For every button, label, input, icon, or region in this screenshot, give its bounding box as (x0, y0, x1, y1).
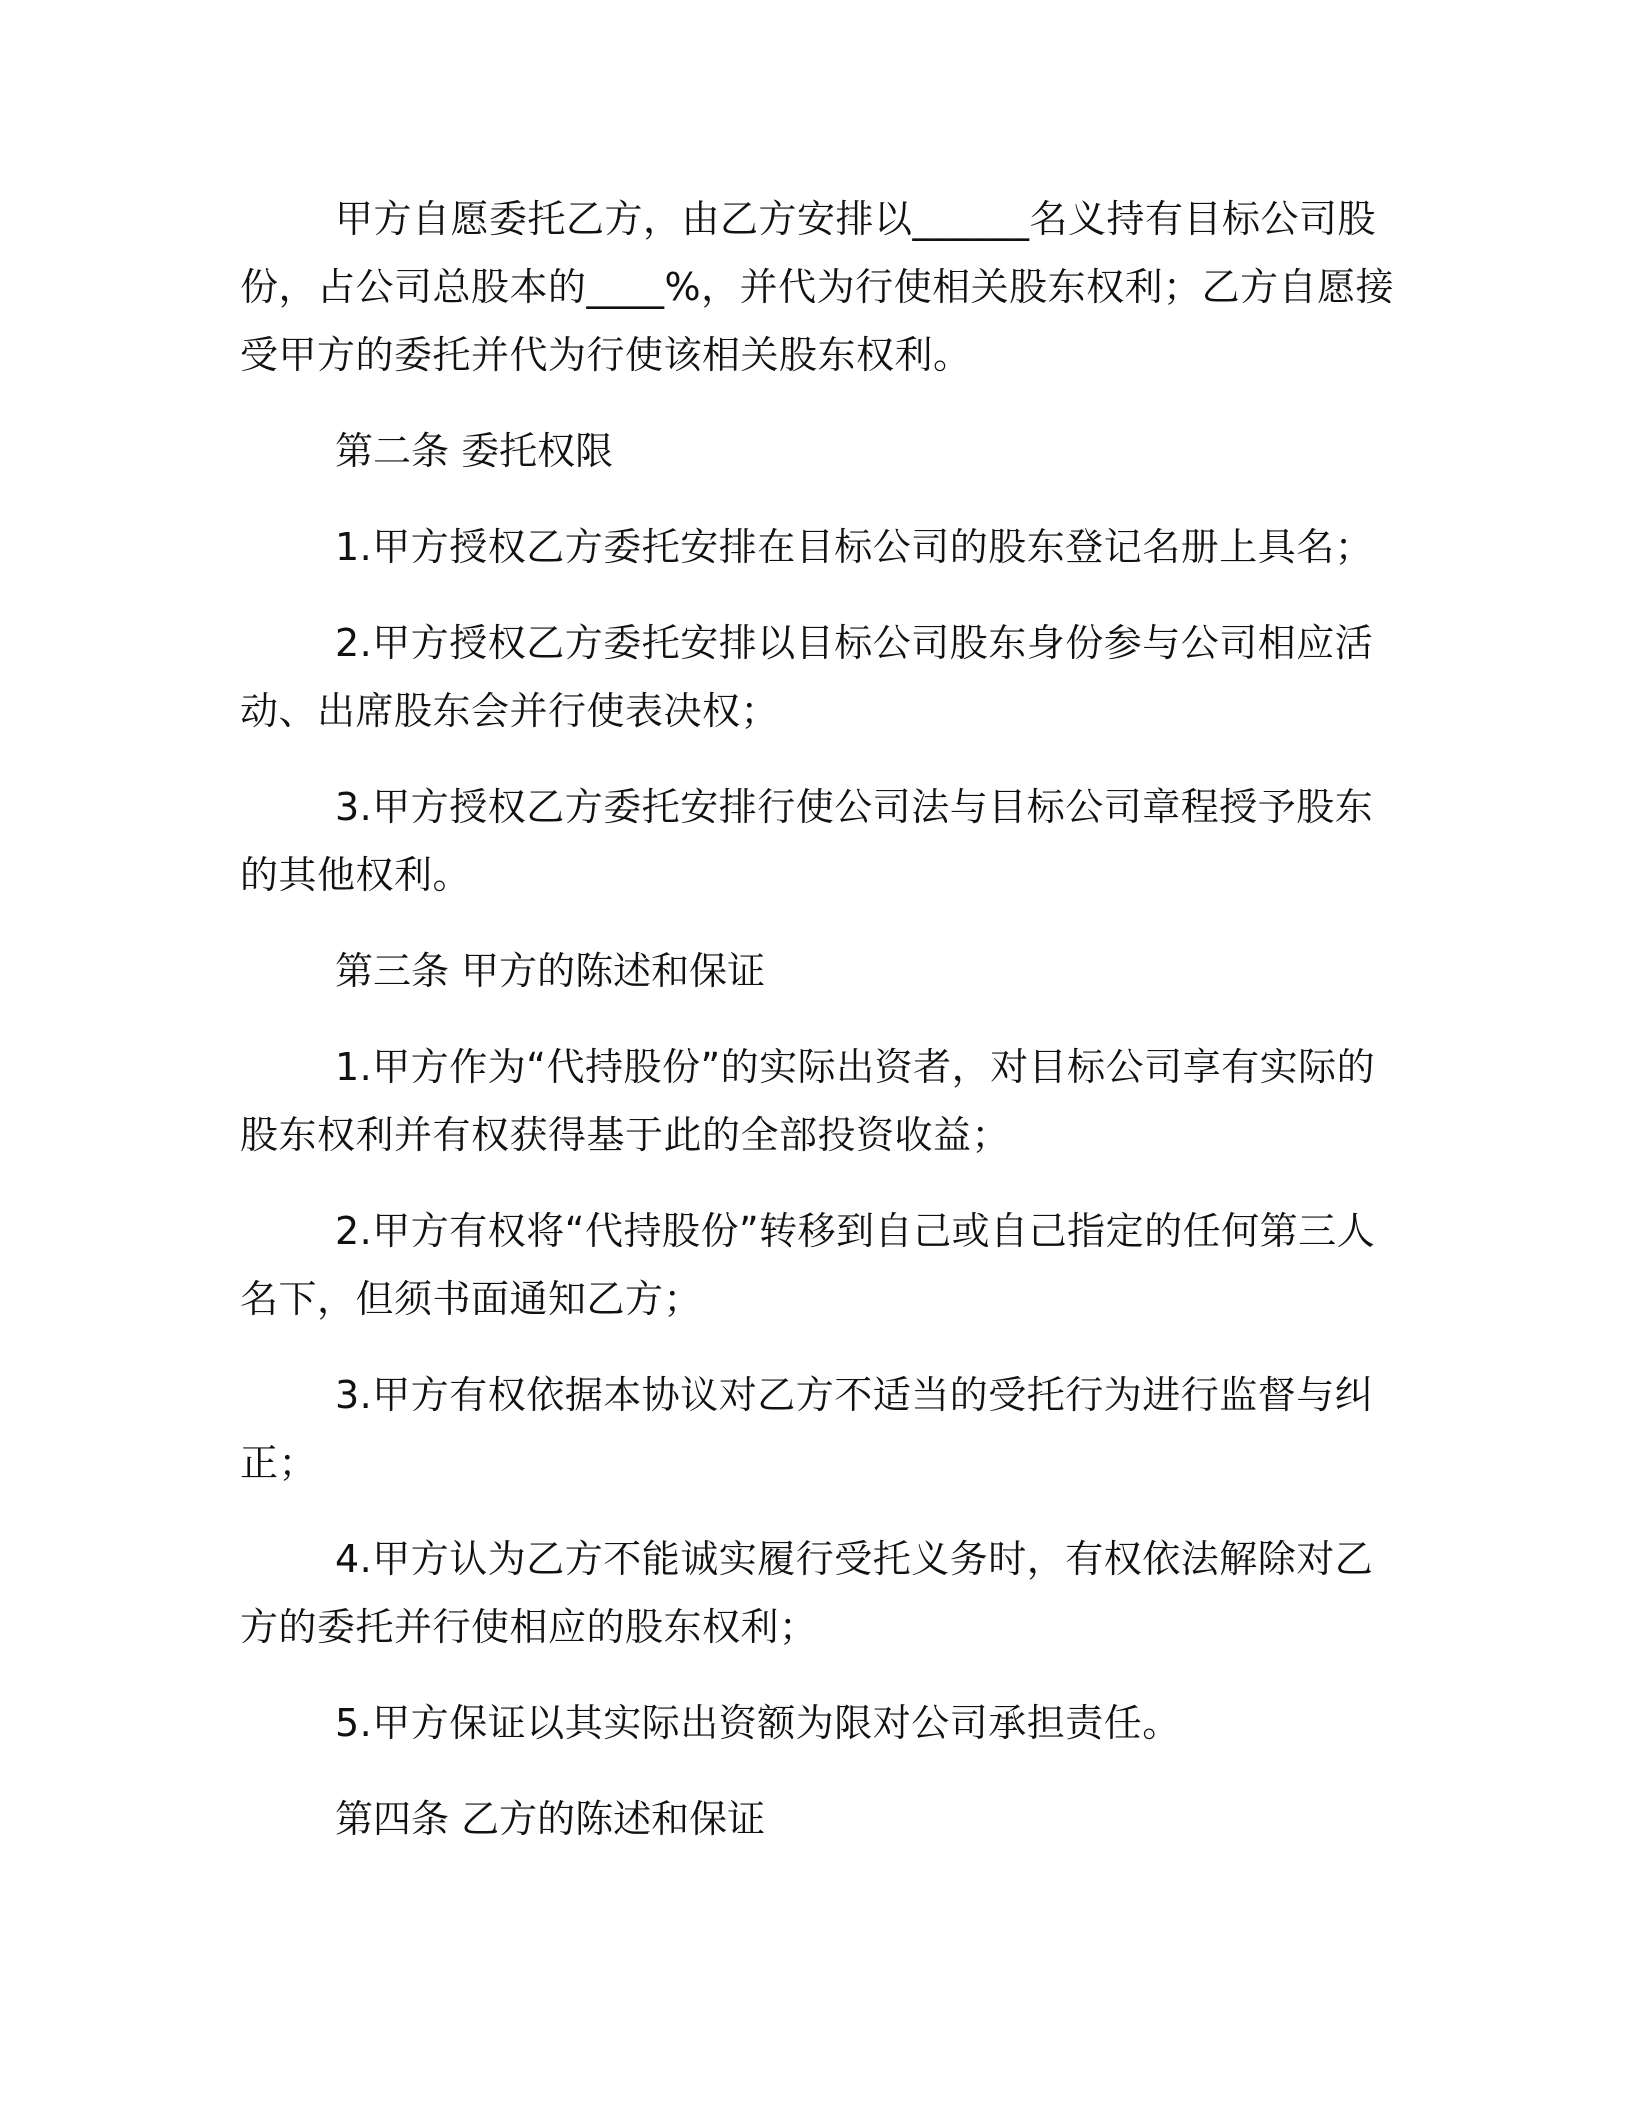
article-2-item-2: 2.甲方授权乙方委托安排以目标公司股东身份参与公司相应活动、出席股东会并行使表决权； (240, 621, 1374, 733)
article-3-item-1: 1.甲方作为“代持股份”的实际出资者，对目标公司享有实际的股东权利并有权获得基于此的全部投资收益； (240, 1045, 1376, 1157)
article-3-item-2: 2.甲方有权将“代持股份”转移到自己或自己指定的任何第三人名下，但须书面通知乙方； (240, 1209, 1376, 1321)
article-3-item-5: 5.甲方保证以其实际出资额为限对公司承担责任。 (335, 1701, 1181, 1745)
article-3-item-4: 4.甲方认为乙方不能诚实履行受托义务时，有权依法解除对乙方的委托并行使相应的股东权利； (240, 1537, 1374, 1649)
article-3-item-3: 3.甲方有权依据本协议对乙方不适当的受托行为进行监督与纠正； (240, 1373, 1374, 1485)
article-3-heading: 第三条 甲方的陈述和保证 (335, 949, 766, 993)
article-2-item-3: 3.甲方授权乙方委托安排行使公司法与目标公司章程授予股东的其他权利。 (240, 785, 1374, 897)
article-4-heading: 第四条 乙方的陈述和保证 (335, 1797, 766, 1841)
article-2-heading: 第二条 委托权限 (335, 429, 614, 473)
document-body (240, 185, 1400, 1881)
paragraph-entrustment: 甲方自愿委托乙方，由乙方安排以______名义持有目标公司股份，占公司总股本的____%，并代为行使相关股东权利；乙方自愿接受甲方的委托并代为行使该相关股东权利。 (240, 197, 1395, 377)
article-2-item-1: 1.甲方授权乙方委托安排在目标公司的股东登记名册上具名； (335, 525, 1374, 569)
